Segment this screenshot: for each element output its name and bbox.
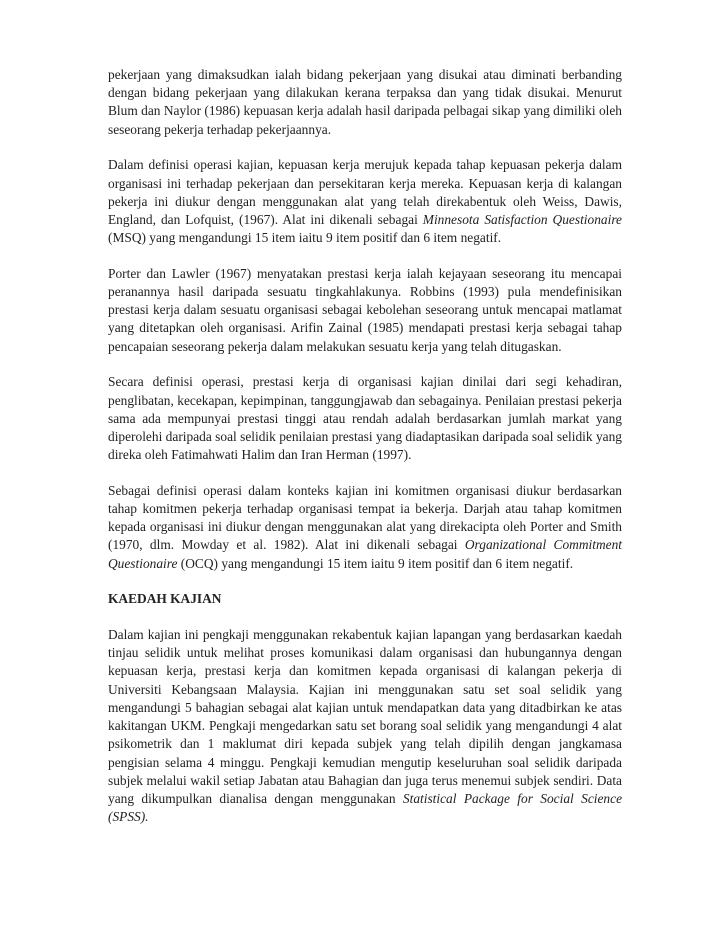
document-page	[108, 66, 622, 844]
paragraph-commitment-operational	[108, 482, 622, 573]
paragraph-methodology	[108, 626, 622, 826]
paragraph-text: (MSQ) yang mengandungi 15 item iaitu 9 item positif dan 6 item negatif.	[108, 230, 502, 246]
instrument-name-ocq: Organizational Commitment Questionaire	[108, 537, 622, 571]
section-heading: KAEDAH KAJIAN	[108, 591, 222, 607]
paragraph-text: Secara definisi operasi, prestasi kerja di organisasi kajian dinilai dari segi kehadiran, penglibatan, kecekapan, kepimpinan, tanggungjawab dan sebagainya. Penilaian prestasi pekerja sama ada mempunyai prestasi tinggi atau rendah adalah berdasarkan jumlah markat yang diperolehi daripada soal selidik penilaian prestasi yang diadaptasikan daripada soal selidik yang direka oleh Fatimahwati Halim dan Iran Herman (1997).	[108, 374, 622, 463]
paragraph-job-performance-operational	[108, 373, 622, 464]
paragraph-text: Sebagai definisi operasi dalam konteks kajian ini komitmen organisasi diukur berdasarkan tahap komitmen pekerja terhadap organisasi tempat ia bekerja. Darjah atau tahap komitmen kepada organisasi ini diukur dengan menggunakan alat yang direkacipta oleh Porter and Smith (1970, dlm. Mowday et al. 1982). Alat ini dikenali sebagai	[108, 482, 622, 553]
paragraph-job-performance-definition	[108, 265, 622, 356]
paragraph-text: Dalam kajian ini pengkaji menggunakan rekabentuk kajian lapangan yang berdasarkan kaedah tinjau selidik untuk melihat proses komunikasi dalam organisasi dan hubungannya dengan kepuasan kerja, prestasi kerja dan komitmen kepada organisasi di kalangan pekerja di Universiti Kebangsaan Malaysia. Kajian ini menggunakan satu set soal selidik yang mengandungi 5 bahagian sebagai alat kajian untuk mendapatkan data yang ditadbirkan ke atas kakitangan UKM. Pengkaji mengedarkan satu set borang soal selidik yang mengandungi 4 alat psikometrik dan 1 maklumat diri kepada subjek yang telah dipilih dengan jangkamasa pengisian selama 4 minggu. Pengkaji kemudian mengutip keseluruhan soal selidik daripada subjek melalui wakil setiap Jabatan atau Bahagian dan juga terus menemui subjek sendiri. Data yang dikumpulkan dianalisa dengan menggunakan	[108, 627, 622, 806]
paragraph-text: (OCQ) yang mengandungi 15 item iaitu 9 item positif dan 6 item negatif.	[177, 555, 574, 571]
software-name-spss: Statistical Package for Social Science (SPSS).	[108, 790, 623, 825]
paragraph-text: Dalam definisi operasi kajian, kepuasan kerja merujuk kepada tahap kepuasan pekerja dalam organisasi ini terhadap pekerjaan dan persekitaran kerja mereka. Kepuasan kerja di kalangan pekerja ini diukur dengan menggunakan alat yang telah direkabentuk oleh Weiss, Dawis, England, dan Lofquist, (1967). Alat ini dikenali sebagai	[108, 157, 622, 227]
paragraph-text: pekerjaan yang dimaksudkan ialah bidang pekerjaan yang disukai atau diminati berbanding dengan bidang pekerjaan yang dilakukan kerana terpaksa dan yang tidak disukai. Menurut Blum dan Naylor (1986) kepuasan kerja adalah hasil daripada pelbagai sikap yang dimiliki oleh seseorang pekerja terhadap pekerjaannya.	[108, 67, 622, 137]
paragraph-text: Porter dan Lawler (1967) menyatakan prestasi kerja ialah kejayaan seseorang itu mencapai peranannya hasil daripada sesuatu tingkahlakunya. Robbins (1993) pula mendefinisikan prestasi kerja dalam sesuatu organisasi sebagai kebolehan seseorang untuk mencapai matlamat yang ditetapkan oleh organisasi. Arifin Zainal (1985) mendapati prestasi kerja sebagai tahap pencapaian seseorang pekerja dalam melakukan sesuatu kerja yang telah ditugaskan.	[108, 265, 622, 354]
paragraph-job-satisfaction-operational	[108, 156, 622, 247]
paragraph-job-satisfaction-definition	[108, 66, 622, 139]
instrument-name-msq: Minnesota Satisfaction Questionaire	[422, 211, 622, 227]
